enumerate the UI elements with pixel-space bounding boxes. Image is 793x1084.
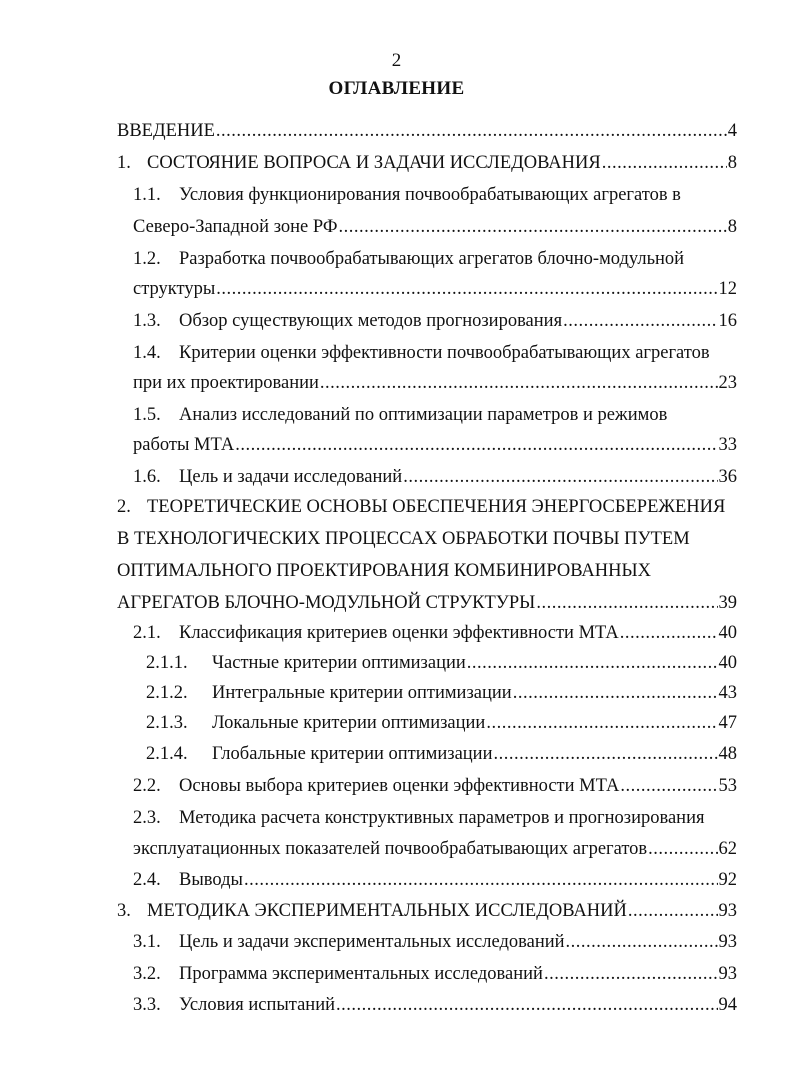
toc-entry-number: 2.1.1. (146, 653, 188, 673)
toc-entry-2-1-3[interactable] (146, 710, 737, 736)
leader-dots (235, 432, 717, 458)
toc-entry-number: 1.4. (133, 343, 161, 363)
leader-dots (544, 961, 718, 987)
toc-entry-title-cont: АГРЕГАТОВ БЛОЧНО-МОДУЛЬНОЙ СТРУКТУРЫ (117, 593, 536, 613)
toc-entry-page: 43 (718, 683, 737, 703)
toc-entry-3-3[interactable] (133, 992, 737, 1018)
toc-entry-title: Цель и задачи экспериментальных исследований (179, 932, 565, 952)
toc-entry-1-5[interactable] (133, 432, 737, 458)
toc-entry-2-1-2[interactable] (146, 680, 737, 706)
toc-entry-3-1[interactable] (133, 929, 737, 955)
toc-entry-title: Разработка почвообрабатывающих агрегатов блочно-модульной (179, 249, 685, 269)
toc-entry-2-1[interactable] (133, 620, 737, 646)
toc-entry-2-1-1[interactable] (146, 650, 737, 676)
toc-entry-number: 1.6. (133, 467, 161, 487)
toc-entry-number: 3.1. (133, 932, 161, 952)
toc-entry-2-line-2: В ТЕХНОЛОГИЧЕСКИХ ПРОЦЕССАХ ОБРАБОТКИ ПОЧВЫ ПУТЕМ (117, 529, 690, 549)
leader-dots (216, 276, 717, 302)
toc-entry-2-line-1[interactable] (117, 494, 725, 520)
toc-entry-number: 3. (117, 901, 131, 921)
toc-entry-number: 1.2. (133, 249, 161, 269)
toc-entry-1-5-first-line[interactable] (133, 402, 667, 428)
toc-entry-page: 36 (718, 467, 737, 487)
toc-entry-title: Методика расчета конструктивных параметров и прогнозирования (179, 808, 705, 828)
toc-entry-number: 2.1.4. (146, 744, 188, 764)
toc-entry-page: 92 (718, 870, 737, 890)
toc-entry-1-2[interactable] (133, 276, 737, 302)
toc-entry-title-cont: эксплуатационных показателей почвообрабатывающих агрегатов (133, 839, 648, 859)
toc-entry-number: 1.5. (133, 405, 161, 425)
toc-entry-page: 23 (718, 373, 737, 393)
page-number: 2 (391, 50, 402, 71)
toc-entry-2-line-3: ОПТИМАЛЬНОГО ПРОЕКТИРОВАНИЯ КОМБИНИРОВАННЫХ (117, 561, 651, 581)
toc-entry-1-4[interactable] (133, 370, 737, 396)
leader-dots (513, 680, 718, 706)
toc-entry-title: Анализ исследований по оптимизации параметров и режимов (179, 405, 668, 425)
toc-entry-title-cont: структуры (133, 279, 216, 299)
toc-entry-page: 93 (718, 932, 737, 952)
toc-entry-title: СОСТОЯНИЕ ВОПРОСА И ЗАДАЧИ ИССЛЕДОВАНИЯ (147, 153, 601, 173)
toc-entry-1[interactable] (117, 150, 737, 176)
toc-entry-page: 16 (718, 311, 737, 331)
toc-entry-page: 40 (718, 623, 737, 643)
toc-entry-2[interactable] (117, 590, 737, 616)
toc-entry-page: 53 (718, 776, 737, 796)
page-title: ОГЛАВЛЕНИЕ (328, 78, 465, 99)
toc-entry-title-cont: работы МТА (133, 435, 235, 455)
toc-entry-title: Цель и задачи исследований (179, 467, 403, 487)
toc-entry-title: ТЕОРЕТИЧЕСКИЕ ОСНОВЫ ОБЕСПЕЧЕНИЯ ЭНЕРГОСБЕРЕЖЕНИЯ (147, 497, 726, 517)
leader-dots (339, 214, 727, 240)
toc-entry-2-2[interactable] (133, 773, 737, 799)
leader-dots (620, 773, 717, 799)
toc-entry-number: 1. (117, 153, 131, 173)
leader-dots (563, 308, 717, 334)
toc-entry-page: 33 (718, 435, 737, 455)
toc-entry-page: 93 (718, 964, 737, 984)
toc-entry-title: ВВЕДЕНИЕ (117, 121, 215, 141)
leader-dots (628, 898, 718, 924)
toc-entry-title: МЕТОДИКА ЭКСПЕРИМЕНТАЛЬНЫХ ИССЛЕДОВАНИЙ (147, 901, 627, 921)
leader-dots (493, 741, 717, 767)
leader-dots (620, 620, 718, 646)
toc-entry-1-1-first-line[interactable] (133, 182, 681, 208)
toc-entry-title: Критерии оценки эффективности почвообрабатывающих агрегатов (179, 343, 710, 363)
leader-dots (336, 992, 717, 1018)
toc-entry-number: 3.3. (133, 995, 161, 1015)
toc-entry-1-6[interactable] (133, 464, 737, 490)
toc-entry-2-4[interactable] (133, 867, 737, 893)
toc-entry-number: 2.4. (133, 870, 161, 890)
toc-entry-number: 3.2. (133, 964, 161, 984)
leader-dots (244, 867, 718, 893)
leader-dots (403, 464, 717, 490)
toc-entry-title: Обзор существующих методов прогнозирования (179, 311, 563, 331)
toc-entry-title: Программа экспериментальных исследований (179, 964, 543, 984)
toc-entry-1-1[interactable] (133, 214, 737, 240)
toc-entry-page: 62 (718, 839, 737, 859)
toc-entry-page: 48 (718, 744, 737, 764)
toc-entry-number: 1.1. (133, 185, 161, 205)
toc-entry-number: 2.1.3. (146, 713, 188, 733)
toc-entry-number: 2.2. (133, 776, 161, 796)
toc-entry-page: 40 (718, 653, 737, 673)
leader-dots (648, 836, 717, 862)
leader-dots (602, 150, 727, 176)
toc-entry-page: 93 (718, 901, 737, 921)
toc-entry-title: Интегральные критерии оптимизации (212, 683, 512, 703)
toc-entry-page: 47 (718, 713, 737, 733)
toc-entry-number: 2.1. (133, 623, 161, 643)
toc-entry-1-4-first-line[interactable] (133, 340, 710, 366)
toc-entry-page: 8 (727, 217, 737, 237)
toc-entry-page: 8 (727, 153, 737, 173)
toc-entry-page: 4 (727, 121, 737, 141)
toc-entry-3[interactable] (117, 898, 737, 924)
toc-entry-title: Условия функционирования почвообрабатывающих агрегатов в (179, 185, 681, 205)
leader-dots (566, 929, 718, 955)
toc-entry-title-cont: Северо-Западной зоне РФ (133, 217, 338, 237)
toc-entry-page: 39 (718, 593, 737, 613)
leader-dots (320, 370, 718, 396)
toc-entry-number: 2.3. (133, 808, 161, 828)
toc-entry-title: Локальные критерии оптимизации (212, 713, 486, 733)
toc-entry-number: 2. (117, 497, 131, 517)
toc-entry-number: 1.3. (133, 311, 161, 331)
toc-entry-1-2-first-line[interactable] (133, 246, 684, 272)
toc-entry-intro[interactable] (117, 118, 737, 144)
leader-dots (467, 650, 718, 676)
leader-dots (486, 710, 717, 736)
toc-entry-title-cont: при их проектировании (133, 373, 319, 393)
toc-entry-title: Выводы (179, 870, 243, 890)
toc-entry-title: Частные критерии оптимизации (212, 653, 466, 673)
toc-entry-title: Условия испытаний (179, 995, 336, 1015)
toc-entry-page: 12 (718, 279, 737, 299)
leader-dots (536, 590, 717, 616)
leader-dots (216, 118, 727, 144)
toc-entry-title: Классификация критериев оценки эффективности МТА (179, 623, 619, 643)
toc-entry-2-3-first-line[interactable] (133, 805, 705, 831)
toc-entry-title: Основы выбора критериев оценки эффективности МТА (179, 776, 620, 796)
toc-entry-2-3[interactable] (133, 836, 737, 862)
toc-entry-3-2[interactable] (133, 961, 737, 987)
toc-entry-1-3[interactable] (133, 308, 737, 334)
toc-entry-page: 94 (718, 995, 737, 1015)
toc-entry-title: Глобальные критерии оптимизации (212, 744, 493, 764)
toc-entry-2-1-4[interactable] (146, 741, 737, 767)
toc-entry-number: 2.1.2. (146, 683, 188, 703)
